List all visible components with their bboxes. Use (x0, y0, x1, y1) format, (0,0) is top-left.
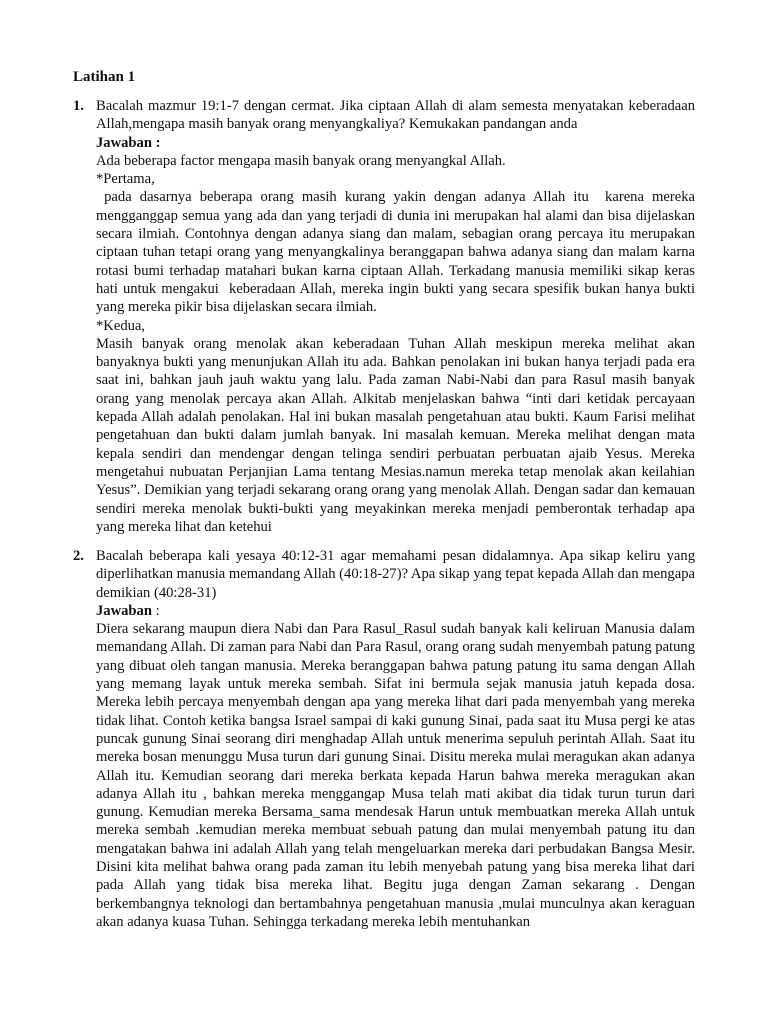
answer-subheading: *Pertama, (96, 171, 155, 188)
answer-label: Jawaban : (96, 134, 161, 151)
question-number: 1. (73, 98, 84, 114)
answer-paragraph: Masih banyak orang menolak akan keberadaan Tuhan Allah meskipun mereka melihat akan banyaknya bukti yang menunjukan Allah itu ada. Bahkan penolakan ini bukan hanya terjadi pada era saat ini, bahkan jauh jauh waktu yang lalu. Pada zaman Nabi-Nabi dan para Rasul masih banyak orang yang menolak percaya akan Allah. Alkitab menjelaskan bahwa “inti dari ketidak percayaan kepada Allah adalah penolakan. Hal ini bukan masalah pengetahuan atau bukti. Kaum Farisi melihat pengetahuan dan bukti dalam jumlah banyak. Ini masalah kemuan. Mereka melihat dengan mata kepala sendiri dan mendengar dengan telinga sendiri perbuatan perbuatan ajaib Yesus. Mereka mengetahui nubuatan Perjanjian Lama tentang Mesias.namun mereka tetap menolak akan keilahian Yesus”. Demikian yang terjadi sekarang orang orang yang menolak Allah. Dengan sadar dan kemauan sendiri mereka menolak bukti-bukti yang meyakinkan mereka menjadi pemberontak terhadap apa yang mereka lihat dan ketehui (96, 335, 695, 535)
question-text: Bacalah mazmur 19:1-7 dengan cermat. Jika ciptaan Allah di alam semesta menyatakan keberadaan Allah,mengapa masih banyak orang menyangkaliya? Kemukakan pandangan anda (96, 98, 695, 133)
document-title: Latihan 1 (73, 69, 136, 85)
answer-label-colon: : (151, 602, 160, 619)
question-body (96, 97, 699, 536)
answer-paragraph: pada dasarnya beberapa orang masih kurang yakin dengan adanya Allah itu karena mereka mengganggap semua yang ada dan yang terjadi di dunia ini merupakan hal alami dan bisa dijelaskan secara ilmiah. Contohnya dengan adanya siang dan malam, sebagian orang percaya itu merupakan ciptaan tuhan tetapi orang yang menyangkalinya beranggapan bahwa adanya siang dan malam karna rotasi bumi terhadap matahari bukan karna ciptaan Allah. Terkadang manusia memiliki sikap keras hati untuk mengakui keberadaan Allah, mereka ingin bukti yang secara spesifik bukan hanya bukti yang mereka pikir bisa dijelaskan secara ilmiah. (96, 189, 699, 316)
answer-label: Jawaban (96, 602, 152, 619)
answer-label-line (96, 602, 695, 620)
answer-paragraph: Ada beberapa factor mengapa masih banyak orang menyangkal Allah. (96, 152, 506, 169)
answer-subheading: *Kedua, (96, 317, 146, 334)
question-1 (73, 97, 699, 536)
question-2 (73, 547, 695, 931)
question-number: 2. (73, 548, 84, 564)
answer-paragraph: Diera sekarang maupun diera Nabi dan Para Rasul_Rasul sudah banyak kali keliruan Manusia dalam memandang Allah. Di zaman para Nabi dan Para Rasul, orang orang sudah menyembah patung patung yang dibuat oleh tangan manusia. Mereka beranggapan bahwa patung patung itu sama dengan Allah yang memang layak untuk mereka sembah. Sifat ini bermula sejak manusia jatuh kepada dosa. Mereka lebih percaya menyembah dengan apa yang mereka lihat dari pada menyembah yang mereka tidak lihat. Contoh ketika bangsa Israel sampai di kaki gunung Sinai, pada saat itu Musa pergi ke atas puncak gunung Sinai seorang diri menghadap Allah untuk menerima sepuluh perintah Allah. Saat itu mereka bosan menunggu Musa turun dari gunung Sinai. Disitu mereka mulai meragukan akan adanya Allah itu. Kemudian seorang dari mereka berkata kepada Harun bahwa mereka meragukan akan adanya Allah itu , bahkan mereka menggangap Musa telah mati akibat dia tidak turun turun dari gunung. Kemudian mereka Bersama_sama mendesak Harun untuk membuatkan mereka Allah untuk mereka sembah .kemudian mereka membuat sebuah patung dan mulai menyembah patung itu dan mengatakan bahwa ini adalah Allah yang telah mengeluarkan mereka dari perbudakan Bangsa Mesir. Disini kita melihat bahwa orang pada zaman itu lebih menyebah patung yang bisa mereka lihat dari pada Allah yang tidak bisa mereka lihat. Begitu juga dengan Zaman sekarang . Dengan berkembangnya teknologi dan bertambahnya pengetahuan manusia ,mulai munculnya akan keraguan akan adanya kuasa Tuhan. Sehingga terkadang mereka lebih mentuhankan (96, 621, 695, 930)
question-text: Bacalah beberapa kali yesaya 40:12-31 agar memahami pesan didalamnya. Apa sikap keliru yang diperlihatkan manusia memandang Allah (40:18-27)? Apa sikap yang tepat kepada Allah dan mengapa demikian (40:28-31) (96, 548, 695, 601)
question-body (96, 547, 695, 931)
